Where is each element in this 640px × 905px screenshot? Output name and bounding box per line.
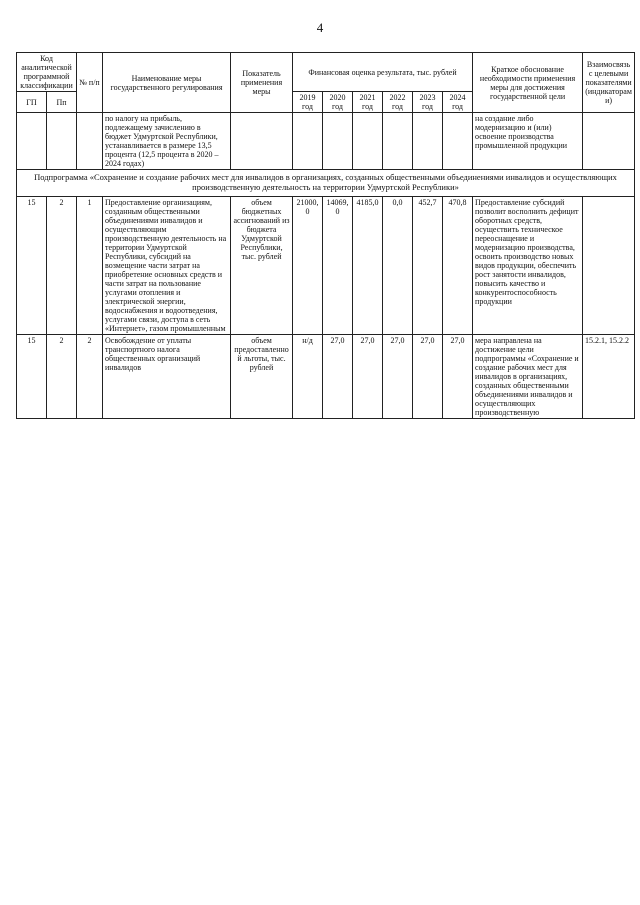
cell-indicator: объем бюджетных ассигнований из бюджета Удмуртской Республики, тыс. рублей — [231, 196, 293, 334]
cell-value: 27,0 — [413, 335, 443, 419]
cell-indicator: объем предоставленной льготы, тыс. рублей — [231, 335, 293, 419]
cell-gp: 15 — [17, 196, 47, 334]
header-year: 2019 год — [293, 92, 323, 113]
cell-justification: Предоставление субсидий позволит восполнить дефицит оборотных средств, осуществить техническое переоснащение и модернизацию производства, освоить производство новых видов продукции, обеспечить рост занятости инвалидов, повысить качество и конкурентоспособность продукции — [473, 196, 583, 334]
cell-num — [77, 113, 103, 170]
header-gp: ГП — [17, 92, 47, 113]
cell-num: 1 — [77, 196, 103, 334]
cell-value — [293, 113, 323, 170]
header-relation: Взаимосвязь с целевыми показателями (индикаторами) — [583, 53, 635, 113]
header-code: Код аналитической программной классификации — [17, 53, 77, 92]
cell-relation — [583, 196, 635, 334]
subprogram-title: Подпрограмма «Сохранение и создание рабочих мест для инвалидов в организациях, созданных общественными объединениями инвалидов и осуществляющих производственную деятельность на территории Удмуртской Республики» — [17, 170, 635, 196]
table-row — [17, 335, 635, 419]
cell-value: 4185,0 — [353, 196, 383, 334]
cell-value: 27,0 — [323, 335, 353, 419]
header-year: 2023 год — [413, 92, 443, 113]
cell-pp: 2 — [47, 196, 77, 334]
header-measure-name: Наименование меры государственного регулирования — [103, 53, 231, 113]
table-row — [17, 113, 635, 170]
cell-value: 27,0 — [443, 335, 473, 419]
subprogram-row — [17, 170, 635, 196]
cell-num: 2 — [77, 335, 103, 419]
cell-justification: на создание либо модернизацию и (или) освоение производства промышленной продукции — [473, 113, 583, 170]
cell-value — [383, 113, 413, 170]
cell-value: 21000,0 — [293, 196, 323, 334]
cell-value: 470,8 — [443, 196, 473, 334]
header-year: 2024 год — [443, 92, 473, 113]
cell-pp — [47, 113, 77, 170]
cell-value — [353, 113, 383, 170]
cell-pp: 2 — [47, 335, 77, 419]
header-year: 2020 год — [323, 92, 353, 113]
cell-measure-name: по налогу на прибыль, подлежащему зачислению в бюджет Удмуртской Республики, устанавливается в размере 13,5 процента (12,5 процента в 2020 – 2024 годах) — [103, 113, 231, 170]
cell-measure-name: Освобождение от уплаты транспортного налога общественных организаций инвалидов — [103, 335, 231, 419]
header-indicator: Показатель применения меры — [231, 53, 293, 113]
header-num: № п/п — [77, 53, 103, 113]
table-row — [17, 196, 635, 334]
cell-relation: 15.2.1, 15.2.2 — [583, 335, 635, 419]
cell-value: 27,0 — [383, 335, 413, 419]
cell-value: 27,0 — [353, 335, 383, 419]
header-justification: Краткое обоснование необходимости применения меры для достижения государственной цели — [473, 53, 583, 113]
cell-value: 0,0 — [383, 196, 413, 334]
cell-value: 452,7 — [413, 196, 443, 334]
header-financial: Финансовая оценка результата, тыс. рублей — [293, 53, 473, 92]
cell-value: 14069,0 — [323, 196, 353, 334]
cell-value: н/д — [293, 335, 323, 419]
page-number: 4 — [316, 20, 324, 35]
cell-value — [443, 113, 473, 170]
cell-gp — [17, 113, 47, 170]
cell-value — [413, 113, 443, 170]
header-year: 2021 год — [353, 92, 383, 113]
cell-value — [323, 113, 353, 170]
header-year: 2022 год — [383, 92, 413, 113]
measures-table — [16, 52, 635, 419]
cell-measure-name: Предоставление организациям, созданным общественными объединениями инвалидов и осуществляющим производственную деятельность на территории Удмуртской Республики, субсидий на возмещение части затрат на приобретение основных средств и части затрат на пользование услугами отопления и электрической энергии, водоснабжения и водоотведения, услугами связи, доступа в сеть «Интернет», газом промышленным — [103, 196, 231, 334]
cell-justification: мера направлена на достижение цели подпрограммы «Сохранение и создание рабочих мест для инвалидов в организациях, созданных общественными объединениями инвалидов и осуществляющих производственную — [473, 335, 583, 419]
header-pp: Пп — [47, 92, 77, 113]
cell-gp: 15 — [17, 335, 47, 419]
cell-indicator — [231, 113, 293, 170]
cell-relation — [583, 113, 635, 170]
